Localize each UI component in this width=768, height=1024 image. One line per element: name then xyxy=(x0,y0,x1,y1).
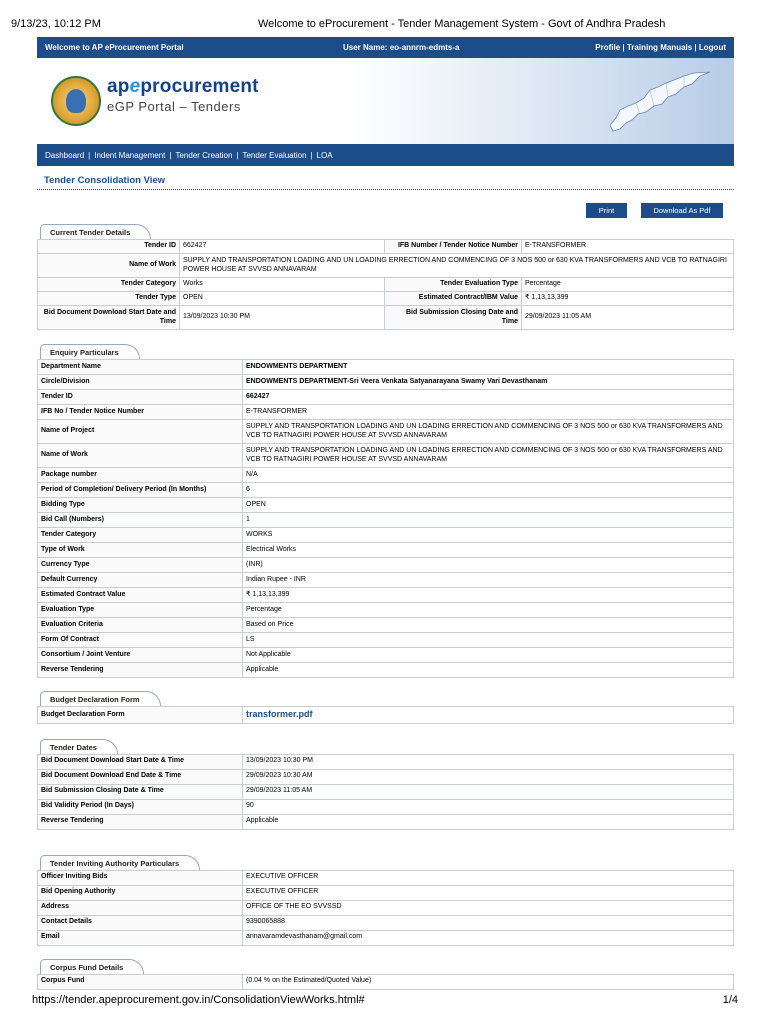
row-label: Consortium / Joint Venture xyxy=(38,648,243,663)
page-title: Tender Consolidation View xyxy=(44,175,166,186)
table-row xyxy=(38,814,734,829)
user-name: User Name: eo-annrm-edmts-a xyxy=(343,43,460,52)
row-label: Contact Details xyxy=(38,915,243,930)
eval-type-value: Percentage xyxy=(522,278,734,292)
enquiry-section xyxy=(37,341,734,678)
brand-procurement: procurement xyxy=(140,76,259,97)
row-value: EXECUTIVE OFFICER xyxy=(243,870,734,885)
tab-enquiry-particulars: Enquiry Particulars xyxy=(40,344,140,359)
logout-link[interactable]: Logout xyxy=(698,43,726,52)
table-row xyxy=(38,784,734,799)
row-label: Name of Work xyxy=(38,444,243,468)
row-label: Address xyxy=(38,900,243,915)
name-of-work-label: Name of Work xyxy=(38,254,180,278)
ifb-label: IFB Number / Tender Notice Number xyxy=(385,240,522,254)
row-value: N/A xyxy=(243,468,734,483)
portal-page xyxy=(37,37,734,990)
table-row xyxy=(38,558,734,573)
row-label: Bid Submission Closing Date & Time xyxy=(38,784,243,799)
training-manuals-link[interactable]: Training Manuals xyxy=(626,43,693,52)
row-label: Bidding Type xyxy=(38,498,243,513)
row-value: 9390065888 xyxy=(243,915,734,930)
table-row xyxy=(38,618,734,633)
bid-close-value: 29/09/2023 11:05 AM xyxy=(522,306,734,330)
row-value: ENDOWMENTS DEPARTMENT-Sri Veera Venkata Satyanarayana Swamy Vari Devasthanam xyxy=(243,375,734,390)
row-value: annavaramdevasthanam@gmail.com xyxy=(243,930,734,945)
print-url: https://tender.apeprocurement.gov.in/ConsolidationViewWorks.html# xyxy=(32,994,365,1006)
budget-pdf-link[interactable]: transformer.pdf xyxy=(246,709,313,719)
row-label: Bid Opening Authority xyxy=(38,885,243,900)
row-value: 6 xyxy=(243,483,734,498)
table-row xyxy=(38,603,734,618)
row-label: Email xyxy=(38,930,243,945)
tender-dates-table xyxy=(37,754,734,830)
eval-type-label: Tender Evaluation Type xyxy=(385,278,522,292)
corpus-section xyxy=(37,956,734,990)
row-label: Tender Category xyxy=(38,528,243,543)
profile-link[interactable]: Profile xyxy=(595,43,621,52)
row-value: Not Applicable xyxy=(243,648,734,663)
table-row xyxy=(38,588,734,603)
table-row xyxy=(38,513,734,528)
table-row xyxy=(38,390,734,405)
table-row xyxy=(38,648,734,663)
tender-dates-section xyxy=(37,736,734,830)
current-tender-table xyxy=(37,239,734,330)
row-value: LS xyxy=(243,633,734,648)
row-label: Circle/Division xyxy=(38,375,243,390)
row-label: Bid Validity Period (In Days) xyxy=(38,799,243,814)
table-row xyxy=(38,420,734,444)
row-label: Estimated Contract Value xyxy=(38,588,243,603)
row-label: Form Of Contract xyxy=(38,633,243,648)
table-row xyxy=(38,663,734,678)
print-header xyxy=(0,0,768,38)
table-row xyxy=(38,405,734,420)
authority-section xyxy=(37,852,734,946)
tab-authority-particulars: Tender Inviting Authority Particulars xyxy=(40,855,200,870)
table-row xyxy=(38,468,734,483)
corpus-value: (0.04 % on the Estimated/Quoted Value) xyxy=(243,974,734,989)
row-label: Period of Completion/ Delivery Period (In Months) xyxy=(38,483,243,498)
main-nav: Dashboard | Indent Management | Tender Creation | Tender Evaluation | LOA xyxy=(37,144,734,166)
table-row xyxy=(38,754,734,769)
row-label: Currency Type xyxy=(38,558,243,573)
row-label: Bid Call (Numbers) xyxy=(38,513,243,528)
print-page-number: 1/4 xyxy=(722,994,738,1006)
row-value: ENDOWMENTS DEPARTMENT xyxy=(243,360,734,375)
nav-tender-creation[interactable]: Tender Creation xyxy=(175,150,233,160)
row-label: Evaluation Criteria xyxy=(38,618,243,633)
table-row xyxy=(38,900,734,915)
tab-current-tender-details: Current Tender Details xyxy=(40,224,151,239)
row-value: E-TRANSFORMER xyxy=(243,405,734,420)
row-value: WORKS xyxy=(243,528,734,543)
tender-category-label: Tender Category xyxy=(38,278,180,292)
table-row xyxy=(38,360,734,375)
print-button[interactable]: Print xyxy=(586,203,627,218)
table-row xyxy=(38,915,734,930)
brand-e: e xyxy=(129,76,141,97)
row-value: OFFICE OF THE EO SVVSSD xyxy=(243,900,734,915)
table-row xyxy=(38,498,734,513)
est-value: ₹ 1,13,13,399 xyxy=(522,292,734,306)
table-row xyxy=(38,870,734,885)
download-pdf-button[interactable]: Download As Pdf xyxy=(641,203,723,218)
row-value: Percentage xyxy=(243,603,734,618)
banner xyxy=(37,58,734,144)
row-value: 1 xyxy=(243,513,734,528)
brand-logo xyxy=(107,76,259,114)
row-label: Reverse Tendering xyxy=(38,663,243,678)
andhra-map-icon xyxy=(606,68,718,134)
table-row xyxy=(38,633,734,648)
row-label: Bid Document Download Start Date & Time xyxy=(38,754,243,769)
tender-id-label: Tender ID xyxy=(38,240,180,254)
row-value: 29/09/2023 11:05 AM xyxy=(243,784,734,799)
top-bar xyxy=(37,37,734,58)
corpus-table xyxy=(37,974,734,990)
row-value: 90 xyxy=(243,799,734,814)
budget-table xyxy=(37,706,734,724)
nav-loa[interactable]: LOA xyxy=(316,150,333,160)
authority-table xyxy=(37,870,734,946)
tab-corpus-fund: Corpus Fund Details xyxy=(40,959,144,974)
print-page-title: Welcome to eProcurement - Tender Management System - Govt of Andhra Pradesh xyxy=(258,18,666,30)
name-of-work-value: SUPPLY AND TRANSPORTATION LOADING AND UN LOADING ERRECTION AND COMMENCING OF 3 NOS 500 or 630 KVA TRANSFORMERS AND VCB TO RATNAGIRI POWER HOUSE AT SVVSD ANNAVARAM xyxy=(180,254,734,278)
row-label: Department Name xyxy=(38,360,243,375)
table-row xyxy=(38,375,734,390)
brand-ap: ap xyxy=(107,76,130,97)
table-row xyxy=(38,885,734,900)
welcome-text: Welcome to AP eProcurement Portal xyxy=(45,43,184,52)
row-value: EXECUTIVE OFFICER xyxy=(243,885,734,900)
row-label: Name of Project xyxy=(38,420,243,444)
print-datetime: 9/13/23, 10:12 PM xyxy=(11,18,101,30)
ifb-value: E-TRANSFORMER xyxy=(522,240,734,254)
nav-dashboard[interactable]: Dashboard xyxy=(45,150,85,160)
row-value: Applicable xyxy=(243,663,734,678)
row-value: SUPPLY AND TRANSPORTATION LOADING AND UN LOADING ERRECTION AND COMMENCING OF 3 NOS 500 or 630 KVA TRANSFORMERS AND VCB TO RATNAGIRI POWER HOUSE AT SVVSD ANNAVARAM xyxy=(243,420,734,444)
bid-start-label: Bid Document Download Start Date and Time xyxy=(38,306,180,330)
current-tender-section xyxy=(37,221,734,330)
tender-id-value: 662427 xyxy=(180,240,385,254)
budget-label: Budget Declaration Form xyxy=(38,707,243,724)
row-value: OPEN xyxy=(243,498,734,513)
row-value: 29/09/2023 10:30 AM xyxy=(243,769,734,784)
budget-section xyxy=(37,688,734,724)
table-row xyxy=(38,769,734,784)
est-value-label: Estimated Contract/IBM Value xyxy=(385,292,522,306)
row-value: Based on Price xyxy=(243,618,734,633)
nav-indent-management[interactable]: Indent Management xyxy=(94,150,166,160)
row-value: Electrical Works xyxy=(243,543,734,558)
row-label: Officer Inviting Bids xyxy=(38,870,243,885)
row-label: Bid Document Download End Date & Time xyxy=(38,769,243,784)
table-row xyxy=(38,483,734,498)
tab-tender-dates: Tender Dates xyxy=(40,739,118,754)
table-row xyxy=(38,707,734,724)
tender-type-label: Tender Type xyxy=(38,292,180,306)
tender-type-value: OPEN xyxy=(180,292,385,306)
bid-start-value: 13/09/2023 10:30 PM xyxy=(180,306,385,330)
row-label: Reverse Tendering xyxy=(38,814,243,829)
table-row xyxy=(38,974,734,989)
table-row xyxy=(38,930,734,945)
corpus-label: Corpus Fund xyxy=(38,974,243,989)
row-value: Indian Rupee - INR xyxy=(243,573,734,588)
tender-category-value: Works xyxy=(180,278,385,292)
row-value: 662427 xyxy=(243,390,734,405)
table-row xyxy=(38,528,734,543)
enquiry-table xyxy=(37,359,734,678)
row-label: Default Currency xyxy=(38,573,243,588)
row-label: Evaluation Type xyxy=(38,603,243,618)
bid-close-label: Bid Submission Closing Date and Time xyxy=(385,306,522,330)
title-divider xyxy=(37,189,734,190)
top-links: Profile | Training Manuals | Logout xyxy=(595,43,726,52)
table-row xyxy=(38,573,734,588)
row-label: Package number xyxy=(38,468,243,483)
action-bar xyxy=(37,203,734,221)
row-value: (INR) xyxy=(243,558,734,573)
table-row xyxy=(38,543,734,558)
row-value: ₹ 1,13,13,399 xyxy=(243,588,734,603)
row-value: 13/09/2023 10:30 PM xyxy=(243,754,734,769)
row-value: SUPPLY AND TRANSPORTATION LOADING AND UN LOADING ERRECTION AND COMMENCING OF 3 NOS 500 or 630 KVA TRANSFORMERS AND VCB TO RATNAGIRI POWER HOUSE AT SVVSD ANNAVARAM xyxy=(243,444,734,468)
nav-tender-evaluation[interactable]: Tender Evaluation xyxy=(242,150,307,160)
tab-budget-declaration: Budget Declaration Form xyxy=(40,691,161,706)
row-value: Applicable xyxy=(243,814,734,829)
table-row xyxy=(38,799,734,814)
table-row xyxy=(38,444,734,468)
row-label: Tender ID xyxy=(38,390,243,405)
row-label: IFB No / Tender Notice Number xyxy=(38,405,243,420)
row-label: Type of Work xyxy=(38,543,243,558)
ap-emblem-icon xyxy=(51,76,101,126)
brand-subtitle: eGP Portal – Tenders xyxy=(107,99,241,114)
